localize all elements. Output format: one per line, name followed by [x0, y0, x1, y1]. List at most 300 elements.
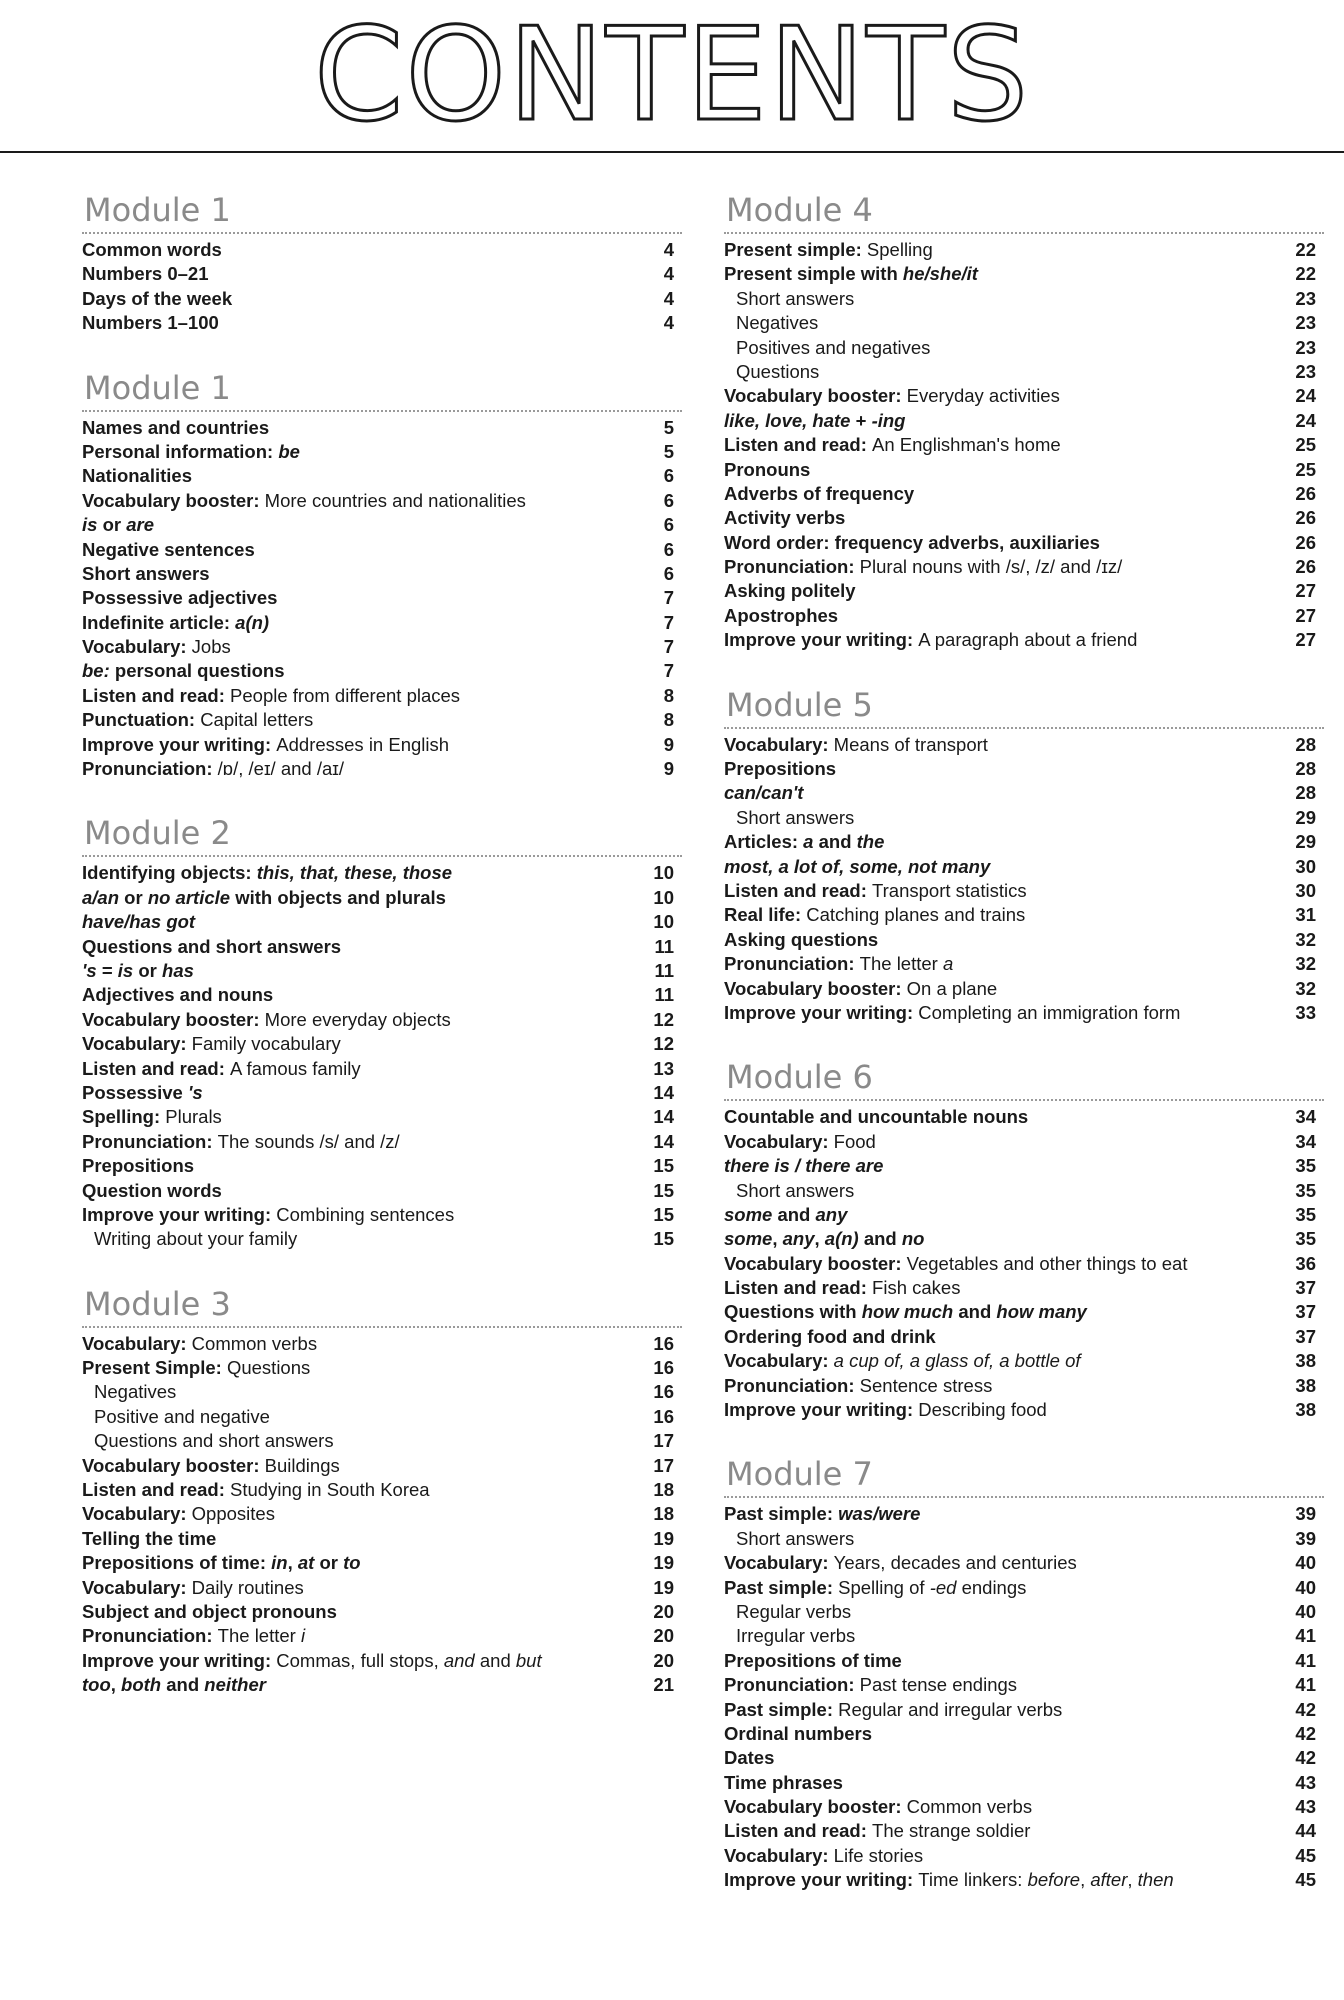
toc-entry-segment: -ed [929, 1576, 957, 1598]
toc-entry-segment: Short answers [736, 287, 855, 309]
toc-page-number: 32 [1295, 953, 1316, 975]
toc-entry-segment: On a plane [906, 977, 998, 999]
toc-page-number: 21 [653, 1674, 674, 1696]
toc-entry-segment: before [1027, 1869, 1081, 1891]
module-section [724, 685, 1324, 1026]
toc-entry-segment: some [724, 1203, 773, 1225]
toc-entry[interactable] [82, 935, 682, 959]
toc-entry-segment: Fish cakes [872, 1277, 961, 1299]
toc-entry-segment: Negatives [736, 312, 819, 334]
toc-entry[interactable] [82, 1600, 682, 1624]
toc-entry-text [82, 1227, 297, 1251]
module-divider [82, 1326, 682, 1328]
toc-entry[interactable] [724, 458, 1324, 482]
toc-page-number: 37 [1295, 1301, 1316, 1323]
toc-entry-segment: Names and countries [82, 416, 270, 438]
toc-entry-segment: Positive and negative [94, 1405, 270, 1427]
toc-entry[interactable] [724, 1300, 1324, 1324]
toc-entry-segment: Everyday activities [906, 385, 1060, 407]
toc-entry-text [82, 1081, 203, 1105]
toc-entry-text [724, 977, 997, 1001]
toc-entry-segment: in [271, 1552, 288, 1574]
toc-entry-segment: Present simple: [724, 239, 867, 260]
toc-entry[interactable] [724, 1868, 1324, 1892]
toc-entry[interactable] [82, 959, 682, 983]
toc-entry[interactable] [724, 482, 1324, 506]
module-section [724, 1454, 1324, 1892]
toc-entry-segment: + [850, 409, 872, 431]
toc-entry-segment: Improve your writing: [724, 629, 919, 651]
toc-page-number: 28 [1295, 758, 1316, 780]
toc-entry-segment: The letter [859, 953, 943, 975]
toc-entry-text [82, 1478, 430, 1502]
toc-entry-segment: = [96, 959, 118, 981]
toc-entry[interactable] [82, 611, 682, 635]
toc-entry-segment: Common verbs [191, 1332, 318, 1354]
toc-page-number: 38 [1295, 1350, 1316, 1372]
toc-entry-text [82, 1624, 305, 1648]
toc-entry[interactable] [724, 1746, 1324, 1770]
toc-entry[interactable] [724, 555, 1324, 579]
toc-entry[interactable] [724, 506, 1324, 530]
toc-entry[interactable] [724, 855, 1324, 879]
toc-entry[interactable] [724, 1252, 1324, 1276]
toc-entry-segment: Studying in South Korea [230, 1479, 430, 1501]
toc-entry[interactable] [724, 903, 1324, 927]
toc-entry-text [82, 757, 344, 781]
toc-entry[interactable] [724, 1819, 1324, 1843]
toc-entry-text [724, 482, 914, 506]
toc-entry-segment: any [815, 1203, 848, 1225]
toc-entry[interactable] [724, 1551, 1324, 1575]
toc-entry-segment: The strange soldier [872, 1820, 1031, 1842]
toc-entry[interactable] [82, 1576, 682, 1600]
toc-entry-segment: Pronunciation: [724, 1674, 860, 1696]
toc-entry[interactable] [724, 238, 1324, 262]
toc-entry-segment: Regular and irregular verbs [838, 1698, 1063, 1720]
toc-entry-segment: Questions with [724, 1301, 862, 1323]
toc-entry-text [82, 1130, 400, 1154]
toc-page-number: 42 [1295, 1747, 1316, 1769]
toc-entry-segment: Life stories [833, 1844, 924, 1866]
toc-entry-segment: no [901, 1228, 925, 1250]
toc-entry-text [82, 1008, 451, 1032]
toc-entry[interactable] [724, 1527, 1324, 1551]
toc-page-number: 24 [1295, 385, 1316, 407]
toc-page-number: 6 [663, 489, 674, 511]
toc-page-number: 27 [1295, 580, 1316, 602]
toc-entry-text [82, 935, 341, 959]
toc-page-number: 9 [663, 733, 674, 755]
toc-entry[interactable] [82, 416, 682, 440]
toc-entry[interactable] [724, 1844, 1324, 1868]
toc-entry[interactable] [724, 977, 1324, 1001]
toc-entry[interactable] [82, 440, 682, 464]
toc-entry-segment: Vocabulary: [82, 1332, 192, 1354]
toc-entry[interactable] [82, 659, 682, 683]
toc-entry[interactable] [724, 1771, 1324, 1795]
toc-entry-segment: Short answers [82, 562, 210, 584]
toc-entry-text [82, 440, 300, 464]
toc-entry-segment: Transport statistics [872, 879, 1027, 901]
toc-entry[interactable] [82, 1032, 682, 1056]
toc-entry[interactable] [82, 1105, 682, 1129]
toc-entry[interactable] [82, 262, 682, 286]
toc-entry[interactable] [724, 1600, 1324, 1624]
toc-page-number: 16 [653, 1381, 674, 1403]
toc-entry[interactable] [82, 1649, 682, 1673]
toc-entry[interactable] [724, 830, 1324, 854]
toc-entry[interactable] [724, 1276, 1324, 1300]
toc-entry[interactable] [82, 287, 682, 311]
toc-entry[interactable] [724, 1398, 1324, 1422]
toc-entry-segment: Possessive [82, 1081, 188, 1103]
toc-entry[interactable] [724, 336, 1324, 360]
toc-entry-segment: a(n) [824, 1228, 859, 1250]
toc-entry-segment: Spelling [866, 239, 933, 260]
toc-entry-segment: Subject and object pronouns [82, 1600, 337, 1622]
toc-entry[interactable] [724, 1502, 1324, 1526]
module-title: Module 3 [84, 1284, 231, 1323]
toc-page-number: 40 [1295, 1600, 1316, 1622]
toc-entry-segment: /ɒ/, /eɪ/ and /aɪ/ [217, 758, 344, 780]
toc-entry-segment: Describing food [918, 1399, 1047, 1421]
toc-entry-text [724, 1819, 1030, 1843]
toc-entry[interactable] [724, 879, 1324, 903]
toc-entry-text [82, 287, 232, 311]
toc-entry-text [724, 287, 854, 311]
toc-entry-text [724, 360, 819, 384]
toc-entry[interactable] [724, 952, 1324, 976]
toc-entry[interactable] [82, 1057, 682, 1081]
toc-entry-segment: , [287, 1552, 298, 1574]
toc-entry-text [724, 384, 1060, 408]
toc-entry-text [82, 311, 219, 335]
toc-entry[interactable] [82, 1551, 682, 1575]
toc-entry-segment: Improve your writing: [82, 733, 277, 755]
toc-page-number: 16 [653, 1332, 674, 1354]
toc-page-number: 42 [1295, 1722, 1316, 1744]
toc-entry-segment: at [297, 1552, 315, 1574]
toc-entry[interactable] [724, 1203, 1324, 1227]
toc-entry-segment: Prepositions [724, 758, 837, 780]
toc-entry-text [724, 757, 836, 781]
toc-entry[interactable] [82, 1227, 682, 1251]
toc-entry[interactable] [724, 311, 1324, 335]
toc-entry[interactable] [724, 1374, 1324, 1398]
toc-entry-text [82, 238, 222, 262]
toc-entry[interactable] [724, 287, 1324, 311]
toc-entry[interactable] [724, 409, 1324, 433]
toc-entry-segment: Pronunciation: [82, 1130, 218, 1152]
toc-entry[interactable] [724, 531, 1324, 555]
toc-entry[interactable] [82, 1454, 682, 1478]
toc-page-number: 35 [1295, 1203, 1316, 1225]
toc-entry[interactable] [724, 1649, 1324, 1673]
toc-entry[interactable] [724, 733, 1324, 757]
toc-entry[interactable] [82, 1008, 682, 1032]
toc-entry[interactable] [82, 1154, 682, 1178]
toc-entry[interactable] [82, 1429, 682, 1453]
toc-entry[interactable] [82, 733, 682, 757]
toc-entry[interactable] [724, 384, 1324, 408]
toc-entry[interactable] [724, 928, 1324, 952]
toc-entry-segment: Identifying objects: [82, 862, 257, 884]
toc-entry-segment: Spelling: [82, 1106, 166, 1128]
toc-page-number: 35 [1295, 1155, 1316, 1177]
toc-entry-segment: People from different places [230, 684, 461, 706]
toc-entry[interactable] [82, 538, 682, 562]
toc-entry[interactable] [724, 1227, 1324, 1251]
toc-entry[interactable] [724, 1722, 1324, 1746]
toc-page-number: 12 [653, 1033, 674, 1055]
toc-entry-text [724, 733, 988, 757]
toc-entry-text [724, 1179, 854, 1203]
toc-entry-text [724, 952, 953, 976]
toc-entry[interactable] [82, 1527, 682, 1551]
toc-entry[interactable] [82, 489, 682, 513]
toc-entry-segment: Sentence stress [859, 1374, 993, 1396]
toc-entry-text [724, 1105, 1028, 1129]
toc-entry-segment: this, that, these, those [256, 862, 453, 884]
toc-entry-text [82, 1032, 341, 1056]
toc-page-number: 6 [663, 562, 674, 584]
toc-entry-segment: and [474, 1649, 516, 1671]
toc-entry[interactable] [724, 1795, 1324, 1819]
toc-entry[interactable] [724, 1698, 1324, 1722]
toc-entry-text [724, 555, 1122, 579]
toc-entry[interactable] [82, 1624, 682, 1648]
toc-entry-text [82, 886, 446, 910]
toc-entry-segment: Past simple: [724, 1698, 839, 1720]
toc-entry-text [724, 336, 930, 360]
toc-page-number: 39 [1295, 1527, 1316, 1549]
toc-entry-text [724, 879, 1027, 903]
toc-entry[interactable] [82, 635, 682, 659]
toc-entry[interactable] [82, 1478, 682, 1502]
toc-entry-text [82, 464, 192, 488]
toc-entry-segment: Time phrases [724, 1771, 843, 1793]
module-divider [724, 1099, 1324, 1101]
toc-entry[interactable] [82, 886, 682, 910]
toc-entry-segment: , [1127, 1869, 1138, 1891]
toc-entry[interactable] [724, 757, 1324, 781]
toc-page-number: 17 [653, 1454, 674, 1476]
toc-page-number: 26 [1295, 482, 1316, 504]
toc-entry[interactable] [82, 1673, 682, 1697]
toc-entry[interactable] [82, 708, 682, 732]
toc-entry-text [82, 733, 449, 757]
toc-entry-segment: , [1080, 1869, 1091, 1891]
toc-entry[interactable] [82, 1179, 682, 1203]
toc-page-number: 34 [1295, 1106, 1316, 1128]
toc-entry-segment: how much [861, 1301, 954, 1323]
toc-page-number: 16 [653, 1357, 674, 1379]
toc-page-number: 22 [1295, 263, 1316, 285]
toc-entry-segment: Prepositions of time: [82, 1552, 272, 1574]
toc-entry-text [724, 1001, 1180, 1025]
toc-entry-segment: is [82, 514, 98, 536]
toc-entry-segment: Adverbs of frequency [724, 482, 915, 504]
toc-entry-text [724, 262, 978, 286]
toc-entry-segment: More everyday objects [264, 1008, 451, 1030]
toc-page-number: 6 [663, 514, 674, 536]
toc-entry-text [82, 1576, 304, 1600]
toc-entry[interactable] [82, 238, 682, 262]
toc-entry-segment: Pronunciation: [724, 1374, 860, 1396]
toc-page-number: 31 [1295, 904, 1316, 926]
toc-entry[interactable] [724, 1576, 1324, 1600]
toc-page-number: 7 [663, 611, 674, 633]
toc-entry[interactable] [82, 1356, 682, 1380]
toc-page-number: 14 [653, 1106, 674, 1128]
toc-entry-segment: and [443, 1649, 475, 1671]
toc-entry[interactable] [724, 628, 1324, 652]
toc-entry[interactable] [82, 1081, 682, 1105]
toc-page-number: 7 [663, 636, 674, 658]
module-divider [724, 1496, 1324, 1498]
toc-entry-segment: Question words [82, 1179, 222, 1201]
toc-page-number: 39 [1295, 1503, 1316, 1525]
toc-entry[interactable] [724, 1349, 1324, 1373]
toc-entry[interactable] [82, 1502, 682, 1526]
toc-entry-segment: A famous family [230, 1057, 361, 1079]
toc-page-number: 13 [653, 1057, 674, 1079]
toc-entry-segment: are [126, 514, 154, 536]
toc-entry-segment: there is / there are [724, 1155, 884, 1177]
toc-entry[interactable] [82, 861, 682, 885]
toc-entry-text [724, 830, 884, 854]
toc-page-number: 6 [663, 538, 674, 560]
toc-page-number: 20 [653, 1625, 674, 1647]
toc-entry-text [724, 1374, 992, 1398]
toc-entry-segment: how many [996, 1301, 1087, 1323]
module-section [82, 368, 682, 782]
module-divider [724, 727, 1324, 729]
toc-entry[interactable] [82, 983, 682, 1007]
toc-entry-segment: Numbers 0–21 [82, 263, 209, 285]
toc-entry[interactable] [82, 464, 682, 488]
toc-entry-segment: Vocabulary: [724, 1844, 834, 1866]
toc-entry-segment: Ordinal numbers [724, 1722, 873, 1744]
toc-entry-segment: 's [187, 1081, 203, 1103]
toc-entry-segment: Positives and negatives [736, 336, 931, 358]
toc-page-number: 32 [1295, 977, 1316, 999]
toc-entry-text [724, 628, 1137, 652]
toc-entry-text [82, 416, 269, 440]
toc-entry-segment: Vocabulary: [724, 1350, 834, 1372]
toc-page-number: 5 [663, 440, 674, 462]
module-section [82, 1284, 682, 1698]
toc-entry[interactable] [724, 1325, 1324, 1349]
toc-entry[interactable] [82, 562, 682, 586]
module-divider [724, 232, 1324, 234]
toc-entry-segment: Prepositions of time [724, 1649, 902, 1671]
toc-entry[interactable] [724, 1105, 1324, 1129]
toc-entry-segment: Vocabulary booster: [724, 977, 907, 999]
toc-page-number: 16 [653, 1405, 674, 1427]
toc-entry[interactable] [724, 1001, 1324, 1025]
toc-page-number: 41 [1295, 1674, 1316, 1696]
toc-page-number: 8 [663, 709, 674, 731]
toc-entry[interactable] [724, 1673, 1324, 1697]
module-title: Module 2 [84, 814, 231, 853]
toc-entry-segment: and [953, 1301, 997, 1323]
toc-entry[interactable] [724, 1130, 1324, 1154]
toc-entry-text [82, 659, 285, 683]
toc-entry-segment: i [300, 1625, 306, 1647]
toc-entry[interactable] [82, 1130, 682, 1154]
toc-entry-text [82, 1673, 266, 1697]
toc-entry-segment: Catching planes and trains [806, 904, 1026, 926]
toc-entry[interactable] [82, 1203, 682, 1227]
toc-entry-text [724, 311, 818, 335]
toc-page-number: 29 [1295, 831, 1316, 853]
toc-entry[interactable] [724, 1154, 1324, 1178]
toc-entry[interactable] [82, 684, 682, 708]
toc-entry-segment: Activity verbs [724, 507, 846, 529]
toc-entry-segment: Indefinite article: [82, 611, 236, 633]
toc-page-number: 27 [1295, 629, 1316, 651]
toc-entry-segment: Plurals [165, 1106, 222, 1128]
toc-entry[interactable] [82, 1405, 682, 1429]
toc-entry-segment: The sounds /s/ and /z/ [217, 1130, 400, 1152]
toc-page-number: 11 [654, 935, 674, 957]
toc-page-number: 11 [654, 984, 674, 1006]
toc-entry-segment: or [133, 959, 163, 981]
toc-entry[interactable] [724, 262, 1324, 286]
toc-entry[interactable] [724, 1624, 1324, 1648]
toc-entry[interactable] [724, 360, 1324, 384]
toc-entry-segment: A paragraph about a friend [918, 629, 1138, 651]
toc-entry-segment: Completing an immigration form [918, 1001, 1181, 1023]
toc-entry-segment: Vocabulary: [82, 636, 192, 658]
toc-entry-segment: Improve your writing: [82, 1649, 277, 1671]
toc-entry-segment: Dates [724, 1747, 775, 1769]
toc-entry-segment: and [858, 1228, 902, 1250]
toc-entry[interactable] [82, 757, 682, 781]
toc-entry[interactable] [724, 781, 1324, 805]
toc-entry-text [82, 611, 269, 635]
toc-entry[interactable] [82, 513, 682, 537]
toc-entry-text [82, 1527, 216, 1551]
toc-entry-segment: a/an [82, 886, 120, 908]
toc-entry[interactable] [724, 579, 1324, 603]
toc-entry[interactable] [82, 910, 682, 934]
toc-entry-text [724, 1868, 1174, 1892]
toc-entry[interactable] [82, 1332, 682, 1356]
toc-entry-segment: 's [82, 959, 97, 981]
toc-entry-segment: Personal information: [82, 440, 279, 462]
toc-entry-text [724, 1252, 1187, 1276]
toc-entry-segment: Vocabulary booster: [724, 1796, 907, 1818]
toc-entry-segment: a(n) [235, 611, 270, 633]
toc-entry[interactable] [724, 604, 1324, 628]
toc-page-number: 24 [1295, 409, 1316, 431]
toc-entry[interactable] [724, 806, 1324, 830]
toc-entry[interactable] [82, 1380, 682, 1404]
toc-entry-segment: Listen and read: [724, 1820, 873, 1842]
toc-entry[interactable] [82, 311, 682, 335]
module-title: Module 7 [726, 1455, 873, 1494]
toc-entry-segment: Questions [736, 360, 820, 382]
toc-entry-segment: Listen and read: [724, 1277, 873, 1299]
toc-entry[interactable] [82, 586, 682, 610]
toc-entry[interactable] [724, 433, 1324, 457]
toc-entry-segment: Opposites [191, 1503, 275, 1525]
toc-entry[interactable] [724, 1179, 1324, 1203]
toc-page-number: 25 [1295, 458, 1316, 480]
